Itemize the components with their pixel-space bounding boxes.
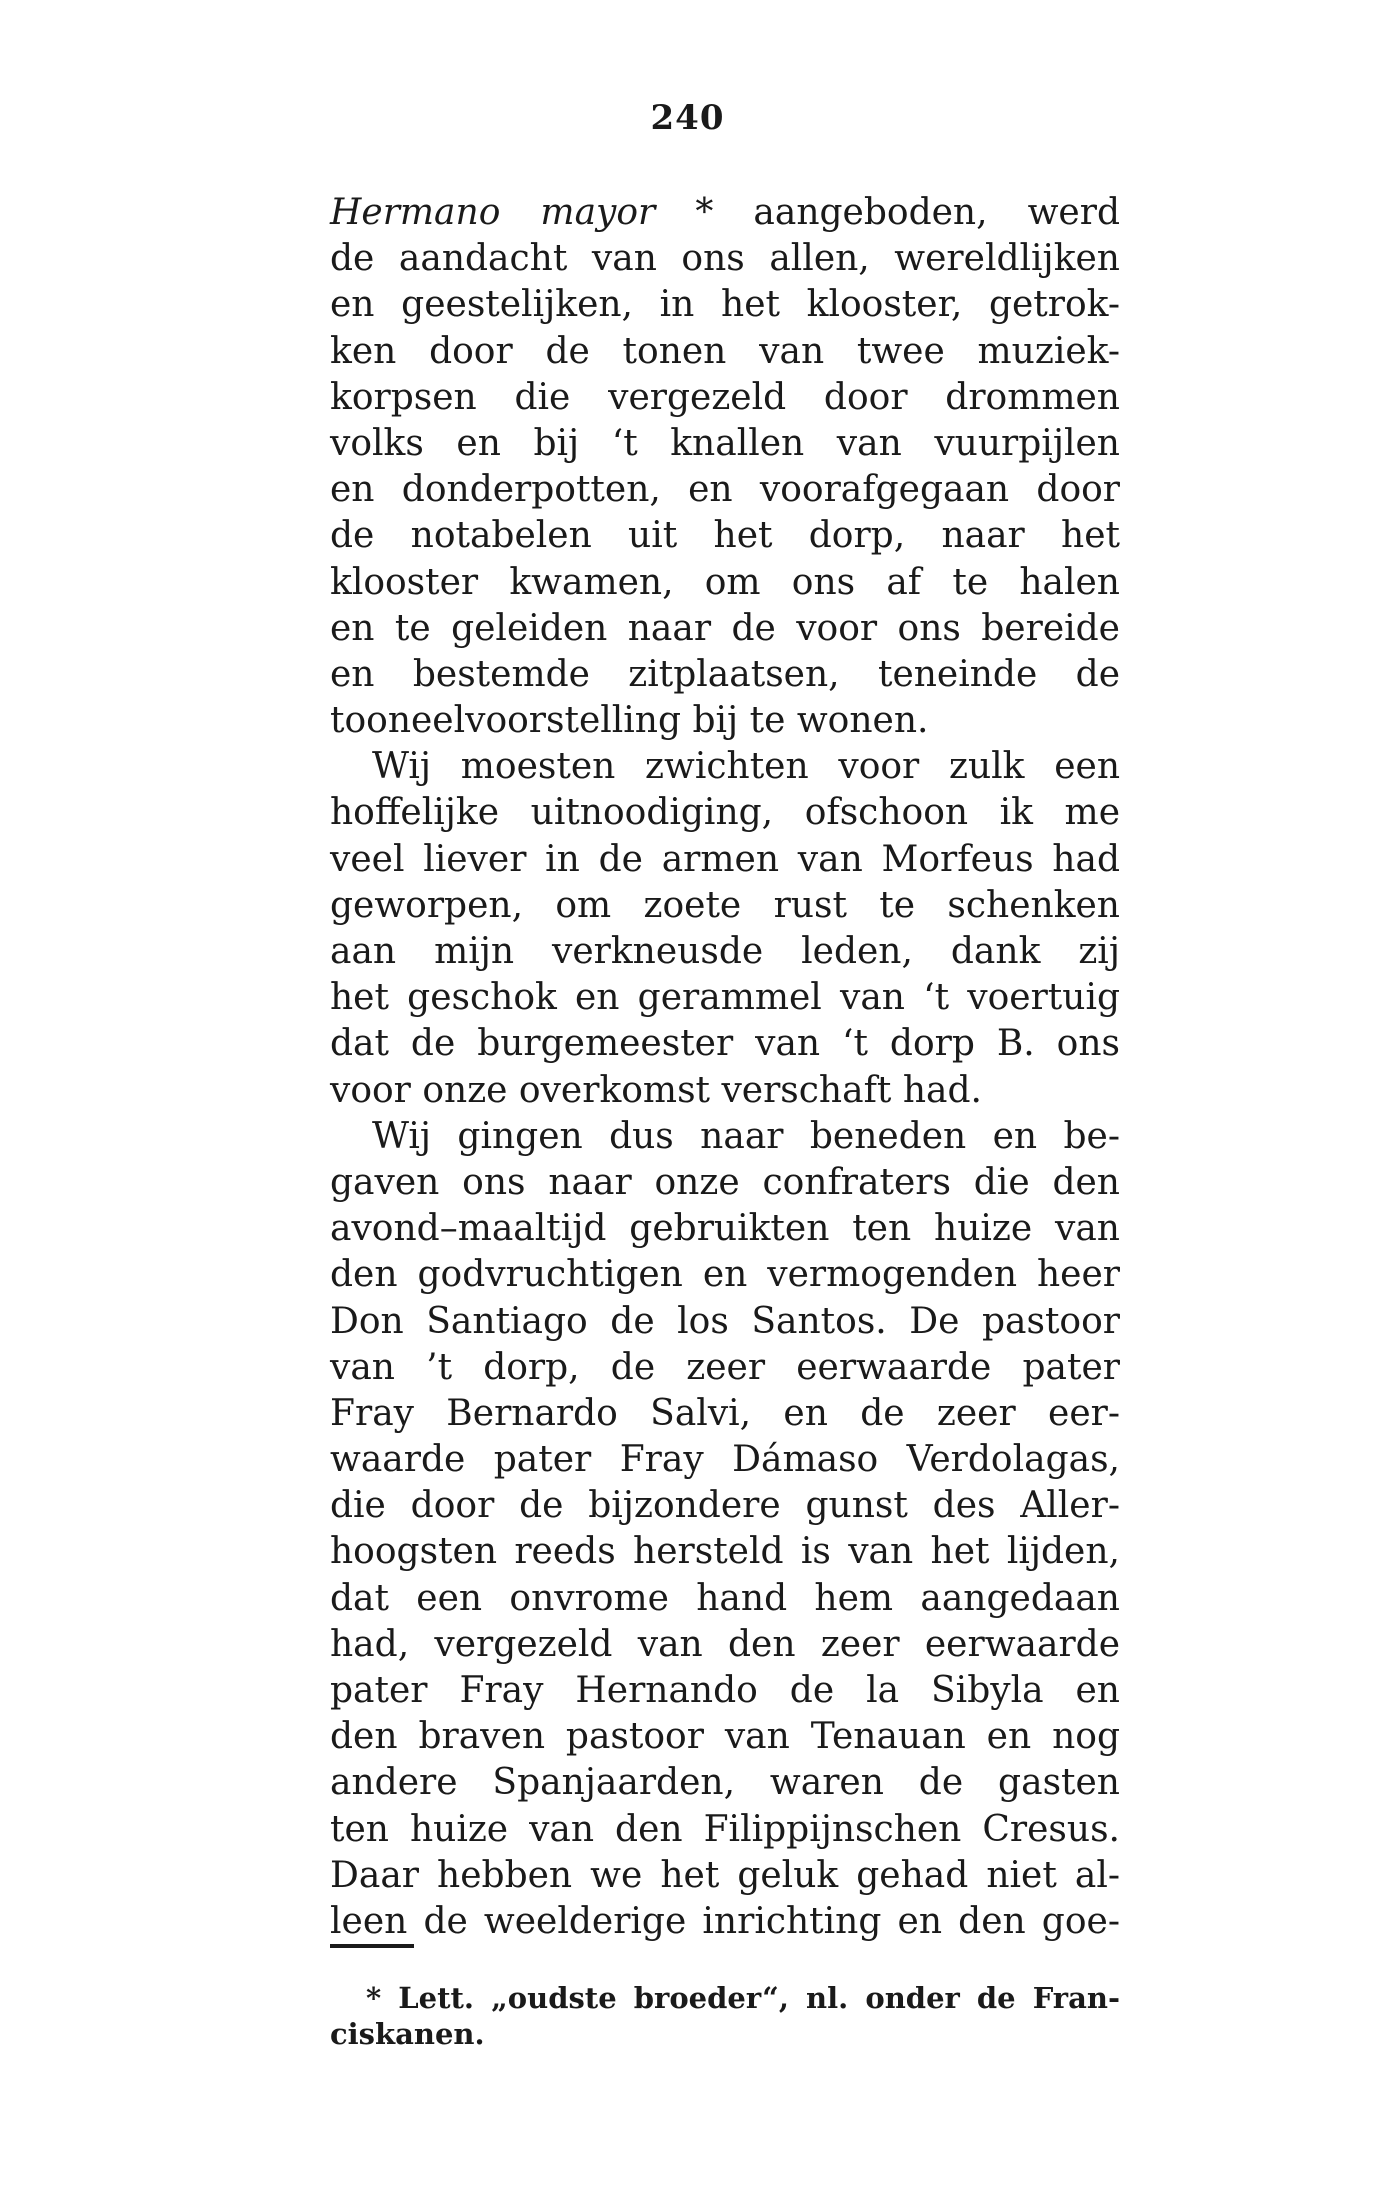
page-number: 240: [650, 98, 725, 138]
text-line: en bestemde zitplaatsen, teneinde de: [330, 653, 1120, 695]
text-line: Don Santiago de los Santos. De pastoor: [330, 1300, 1120, 1342]
paragraph-start-line: Wij gingen dus naar beneden en be-: [372, 1115, 1120, 1157]
text-line: en donderpotten, en voorafgegaan door: [330, 469, 1120, 511]
text-line: Fray Bernardo Salvi, en de zeer eer-: [330, 1392, 1120, 1434]
text-line: tooneelvoorstelling bij te wonen.: [330, 700, 929, 742]
text-line: den braven pastoor van Tenauan en nog: [330, 1716, 1120, 1758]
text-line: de aandacht van ons allen, wereldlijken: [330, 238, 1120, 280]
text-line: pater Fray Hernando de la Sibyla en: [330, 1670, 1120, 1711]
text-line: korpsen die vergezeld door drommen: [330, 376, 1120, 418]
text-line: gaven ons naar onze confraters die den: [330, 1161, 1120, 1203]
text-line: voor onze overkomst verschaft had.: [330, 1069, 982, 1111]
footnote-line: ciskanen.: [330, 2017, 485, 2051]
text-line: avond–maaltijd gebruikten ten huize van: [330, 1208, 1120, 1250]
text-line: aan mijn verkneusde leden, dank zij: [330, 931, 1120, 972]
text-line: Daar hebben we het geluk gehad niet al-: [330, 1854, 1120, 1896]
body-text: [330, 190, 1120, 1945]
text-line: klooster kwamen, om ons af te halen: [330, 561, 1120, 603]
text-line: andere Spanjaarden, waren de gasten: [330, 1762, 1120, 1804]
text-line: het geschok en gerammel van ‘t voertuig: [330, 977, 1120, 1019]
text-line: den godvruchtigen en vermogenden heer: [330, 1254, 1120, 1296]
text-line: de notabelen uit het dorp, naar het: [330, 515, 1120, 557]
text-line: had, vergezeld van den zeer eerwaarde: [330, 1623, 1120, 1665]
text-line: ken door de tonen van twee muziek-: [330, 330, 1120, 372]
text-line: ten huize van den Filippijnschen Cresus.: [330, 1808, 1120, 1850]
text-line: leen de weelderige inrichting en den goe-: [330, 1900, 1120, 1942]
footnote-divider: [330, 1944, 414, 1948]
text-line: die door de bijzondere gunst des Aller-: [330, 1485, 1120, 1527]
text-line: veel liever in de armen van Morfeus had: [330, 838, 1120, 880]
text-line: [330, 190, 1120, 236]
italic-term: Hermano mayor: [330, 192, 656, 233]
text-line: hoffelijke uitnoodiging, ofschoon ik me: [330, 792, 1120, 834]
text-line: van ’t dorp, de zeer eerwaarde pater: [330, 1346, 1120, 1388]
text-line: volks en bij ‘t knallen van vuurpijlen: [330, 422, 1120, 464]
paragraph-start-line: Wij moesten zwichten voor zulk een: [372, 746, 1120, 788]
footnote-line: * Lett. „oudste broeder“, nl. onder de Fran-: [366, 1981, 1120, 2015]
text-line: waarde pater Fray Dámaso Verdolagas,: [330, 1439, 1120, 1481]
text-line-rest: * aangeboden, werd: [655, 192, 1120, 233]
text-line: geworpen, om zoete rust te schenken: [330, 884, 1120, 926]
footnote: [330, 1980, 1120, 2052]
text-line: dat de burgemeester van ‘t dorp B. ons: [330, 1023, 1120, 1065]
text-line: dat een onvrome hand hem aangedaan: [330, 1577, 1120, 1619]
text-line: en geestelijken, in het klooster, getrok-: [330, 284, 1120, 326]
text-line: en te geleiden naar de voor ons bereide: [330, 607, 1120, 649]
text-line: hoogsten reeds hersteld is van het lijden,: [330, 1531, 1120, 1573]
